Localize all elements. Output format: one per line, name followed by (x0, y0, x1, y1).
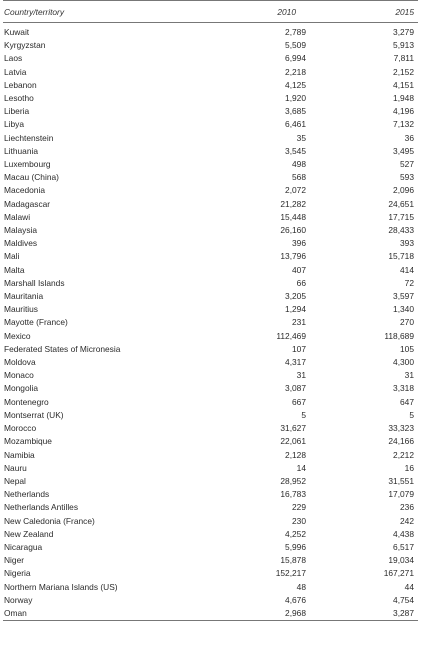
value-2015-cell: 393 (400, 238, 414, 249)
value-2010-cell: 2,968 (231, 607, 310, 621)
value-2010-cell: 152,217 (275, 568, 306, 579)
table-row (3, 435, 418, 448)
country-name-cell: Northern Mariana Islands (US) (4, 581, 118, 592)
value-2010-cell: 15,448 (280, 211, 306, 222)
value-2010-cell: 3,545 (285, 145, 306, 156)
table-row (3, 607, 418, 621)
value-2015-cell: 3,287 (310, 607, 418, 621)
country-name-cell: Marshall Islands (4, 277, 65, 288)
value-2015-cell: 6,517 (393, 541, 414, 552)
value-2010-cell: 4,252 (285, 528, 306, 539)
table-row (3, 224, 418, 237)
value-2010-cell: 568 (292, 172, 306, 183)
country-name-cell: Monaco (4, 370, 34, 381)
value-2015-cell: 3,495 (393, 145, 414, 156)
table-row (3, 211, 418, 224)
value-2010-cell: 5,996 (285, 541, 306, 552)
table-row (3, 264, 418, 277)
value-2015-cell: 24,166 (388, 436, 414, 447)
country-name-cell: Netherlands Antilles (4, 502, 79, 513)
header-row (3, 1, 418, 23)
country-name-cell: Namibia (4, 449, 35, 460)
table-row (3, 39, 418, 52)
value-2015-cell: 2,152 (393, 66, 414, 77)
country-name-cell: Lesotho (4, 93, 34, 104)
header-2010: 2010 (231, 1, 310, 23)
table-row (3, 488, 418, 501)
table-row (3, 316, 418, 329)
value-2015-cell: 167,271 (383, 568, 414, 579)
value-2010-cell: 3,205 (285, 291, 306, 302)
country-name-cell: Kuwait (4, 27, 30, 37)
country-name-cell: Montserrat (UK) (4, 409, 64, 420)
country-name-cell: Libya (4, 119, 25, 130)
country-name-cell: Mexico (4, 330, 31, 341)
value-2010-cell: 112,469 (276, 330, 306, 341)
country-name-cell: Nigeria (4, 568, 31, 579)
value-2015-cell: 44 (404, 581, 414, 592)
value-2015-cell: 2,096 (393, 185, 414, 196)
value-2010-cell: 26,160 (280, 225, 306, 236)
value-2015-cell: 3,279 (393, 27, 414, 37)
country-name-cell: Liechtenstein (4, 132, 54, 143)
value-2015-cell: 3,318 (393, 383, 414, 394)
value-2015-cell: 4,151 (393, 79, 414, 90)
country-name-cell: Malta (4, 264, 25, 275)
country-name-cell: Oman (3, 607, 231, 621)
header-country-territory: Country/territory (3, 1, 231, 23)
value-2015-cell: 242 (400, 515, 414, 526)
value-2010-cell: 396 (292, 238, 306, 249)
country-name-cell: Lebanon (4, 79, 37, 90)
table-header (3, 1, 418, 23)
value-2015-cell: 4,300 (393, 357, 414, 368)
table-row (3, 23, 418, 40)
value-2010-cell: 407 (292, 264, 306, 275)
country-name-cell: Malawi (4, 211, 31, 222)
value-2010-cell: 3,087 (285, 383, 306, 394)
value-2015-cell: 5,913 (393, 40, 414, 51)
table-row (3, 409, 418, 422)
value-2010-cell: 2,218 (285, 66, 306, 77)
value-2015-cell: 16 (404, 462, 414, 473)
table-body (3, 23, 418, 621)
value-2010-cell: 231 (292, 317, 306, 328)
table-row (3, 594, 418, 607)
value-2015-cell: 105 (400, 343, 414, 354)
value-2010-cell: 5,509 (285, 40, 306, 51)
country-name-cell: Liberia (4, 106, 30, 117)
value-2015-cell: 527 (400, 159, 414, 170)
value-2010-cell: 31 (296, 370, 306, 381)
table-row (3, 501, 418, 514)
table-row (3, 462, 418, 475)
population-table (3, 0, 418, 621)
value-2015-cell: 118,689 (384, 330, 414, 341)
value-2010-cell: 4,317 (285, 357, 306, 368)
value-2010-cell: 21,282 (280, 198, 306, 209)
value-2010-cell: 14 (296, 462, 306, 473)
table-row (3, 171, 418, 184)
table-row (3, 303, 418, 316)
value-2015-cell: 24,651 (388, 198, 414, 209)
country-name-cell: Morocco (4, 423, 37, 434)
country-name-cell: Laos (4, 53, 23, 64)
value-2015-cell: 33,323 (388, 423, 414, 434)
value-2015-cell: 270 (400, 317, 414, 328)
table-row (3, 198, 418, 211)
country-name-cell: Norway (4, 594, 33, 605)
table-row (3, 158, 418, 171)
country-name-cell: Maldives (4, 238, 38, 249)
value-2015-cell: 7,811 (393, 53, 414, 64)
value-2010-cell: 667 (292, 396, 306, 407)
table-row (3, 422, 418, 435)
value-2010-cell: 1,920 (285, 93, 306, 104)
country-name-cell: Nauru (4, 462, 27, 473)
table-row (3, 382, 418, 395)
value-2015-cell: 7,132 (393, 119, 414, 130)
table-row (3, 567, 418, 580)
value-2010-cell: 4,676 (285, 594, 306, 605)
table-row (3, 515, 418, 528)
value-2010-cell: 31,627 (280, 423, 306, 434)
table-row (3, 356, 418, 369)
table-row (3, 184, 418, 197)
country-name-cell: Macedonia (4, 185, 45, 196)
value-2010-cell: 498 (292, 159, 306, 170)
table-row (3, 581, 418, 594)
table-row (3, 105, 418, 118)
country-name-cell: Niger (4, 555, 25, 566)
value-2010-cell: 2,789 (285, 27, 306, 37)
table-row (3, 250, 418, 263)
country-name-cell: Montenegro (4, 396, 49, 407)
value-2015-cell: 4,754 (393, 594, 414, 605)
value-2015-cell: 31 (404, 370, 414, 381)
value-2015-cell: 15,718 (388, 251, 414, 262)
value-2010-cell: 48 (296, 581, 306, 592)
value-2010-cell: 1,294 (285, 304, 306, 315)
value-2015-cell: 19,034 (388, 555, 414, 566)
country-name-cell: Mongolia (4, 383, 38, 394)
value-2015-cell: 3,597 (393, 291, 414, 302)
value-2015-cell: 31,551 (388, 475, 414, 486)
value-2010-cell: 2,072 (285, 185, 306, 196)
table-row (3, 118, 418, 131)
value-2010-cell: 35 (296, 132, 306, 143)
country-name-cell: Mozambique (4, 436, 52, 447)
country-name-cell: Latvia (4, 66, 27, 77)
value-2010-cell: 66 (296, 277, 306, 288)
value-2015-cell: 2,212 (393, 449, 414, 460)
value-2010-cell: 229 (292, 502, 306, 513)
country-name-cell: Luxembourg (4, 159, 51, 170)
table-row (3, 290, 418, 303)
table-row (3, 396, 418, 409)
country-name-cell: Kyrgyzstan (4, 40, 46, 51)
value-2015-cell: 1,948 (393, 93, 414, 104)
table-row (3, 52, 418, 65)
value-2015-cell: 647 (400, 396, 414, 407)
country-name-cell: Mayotte (France) (4, 317, 68, 328)
value-2010-cell: 230 (292, 515, 306, 526)
table-row (3, 541, 418, 554)
value-2015-cell: 5 (409, 409, 414, 420)
country-name-cell: Federated States of Micronesia (4, 343, 121, 354)
country-name-cell: Macau (China) (4, 172, 59, 183)
value-2015-cell: 236 (400, 502, 414, 513)
table-row (3, 449, 418, 462)
country-name-cell: Mali (4, 251, 20, 262)
table-row (3, 475, 418, 488)
value-2015-cell: 28,433 (388, 225, 414, 236)
country-name-cell: Mauritania (4, 291, 44, 302)
value-2015-cell: 1,340 (393, 304, 414, 315)
value-2010-cell: 6,994 (285, 53, 306, 64)
table-row (3, 79, 418, 92)
value-2010-cell: 13,796 (280, 251, 306, 262)
country-name-cell: Nicaragua (4, 541, 43, 552)
table-row (3, 132, 418, 145)
value-2015-cell: 17,079 (388, 489, 414, 500)
value-2015-cell: 4,196 (393, 106, 414, 117)
country-name-cell: Lithuania (4, 145, 38, 156)
country-name-cell: Netherlands (4, 489, 50, 500)
table-row (3, 145, 418, 158)
value-2010-cell: 22,061 (280, 436, 306, 447)
table-row (3, 554, 418, 567)
value-2010-cell: 5 (301, 409, 306, 420)
table-row (3, 369, 418, 382)
value-2015-cell: 72 (404, 277, 414, 288)
table-row (3, 237, 418, 250)
country-name-cell: Malaysia (4, 225, 38, 236)
table-row (3, 92, 418, 105)
country-name-cell: Nepal (4, 475, 26, 486)
country-name-cell: New Caledonia (France) (4, 515, 95, 526)
value-2010-cell: 6,461 (285, 119, 306, 130)
value-2010-cell: 3,685 (285, 106, 306, 117)
country-name-cell: Mauritius (4, 304, 38, 315)
country-name-cell: Moldova (4, 357, 36, 368)
table-row (3, 277, 418, 290)
table-row (3, 330, 418, 343)
value-2010-cell: 16,783 (280, 489, 306, 500)
table-row (3, 66, 418, 79)
value-2010-cell: 28,952 (280, 475, 306, 486)
value-2010-cell: 15,878 (280, 555, 306, 566)
value-2015-cell: 36 (404, 132, 414, 143)
value-2010-cell: 4,125 (285, 79, 306, 90)
value-2015-cell: 414 (400, 264, 414, 275)
value-2015-cell: 4,438 (393, 528, 414, 539)
table-row (3, 343, 418, 356)
value-2015-cell: 593 (400, 172, 414, 183)
table-row (3, 528, 418, 541)
country-name-cell: New Zealand (4, 528, 54, 539)
value-2015-cell: 17,715 (388, 211, 414, 222)
country-name-cell: Madagascar (4, 198, 51, 209)
header-2015: 2015 (310, 1, 418, 23)
value-2010-cell: 2,128 (285, 449, 306, 460)
value-2010-cell: 107 (292, 343, 306, 354)
